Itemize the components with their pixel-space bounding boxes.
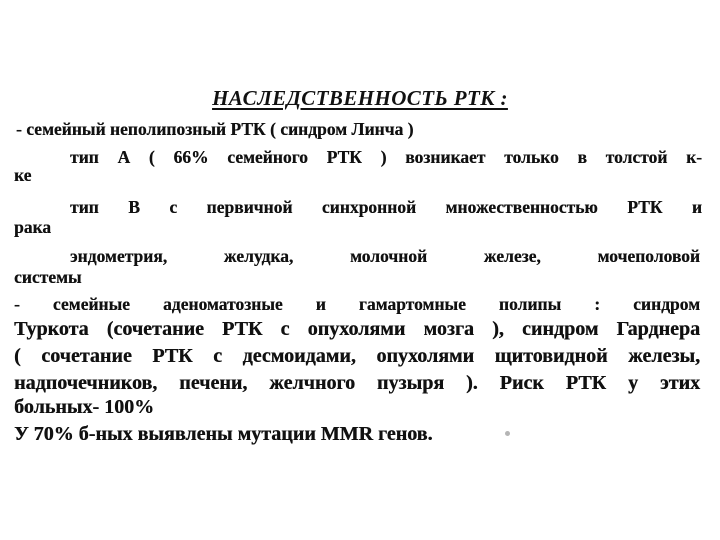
text-line-adrenal-risk: надпочечников, печени, желчного пузыря ). Риск РТК у этих [14, 372, 700, 394]
text-line-type-a: тип А ( 66% семейного РТК ) возникает только в толстой к- [70, 147, 702, 167]
text-line-familial-nonpolyposis: - семейный неполипозный РТК ( синдром Линча ) [16, 119, 414, 139]
text-line-type-a-continued: ке [14, 165, 32, 185]
text-line-type-b-continued: рака [14, 217, 52, 237]
text-line-desmoids: ( сочетание РТК с десмоидами, опухолями щитовидной железы, [14, 345, 700, 367]
document-title: НАСЛЕДСТВЕННОСТЬ РТК : [212, 86, 508, 110]
text-line-systems: системы [14, 267, 82, 287]
text-line-endometrium: эндометрия, желудка, молочной железе, мочеполовой [70, 246, 700, 266]
text-line-type-b: тип В с первичной синхронной множественностью РТК и [70, 197, 702, 217]
text-line-turcot: Туркота (сочетание РТК с опухолями мозга ), синдром Гарднера [14, 318, 700, 340]
scan-ink-speck [505, 431, 510, 436]
text-line-mmr-mutations: У 70% б-ных выявлены мутации MMR генов. [14, 423, 433, 445]
text-line-risk-100: больных- 100% [14, 396, 155, 418]
text-line-familial-adenomatous: - семейные аденоматозные и гамартомные полипы : синдром [14, 294, 700, 314]
